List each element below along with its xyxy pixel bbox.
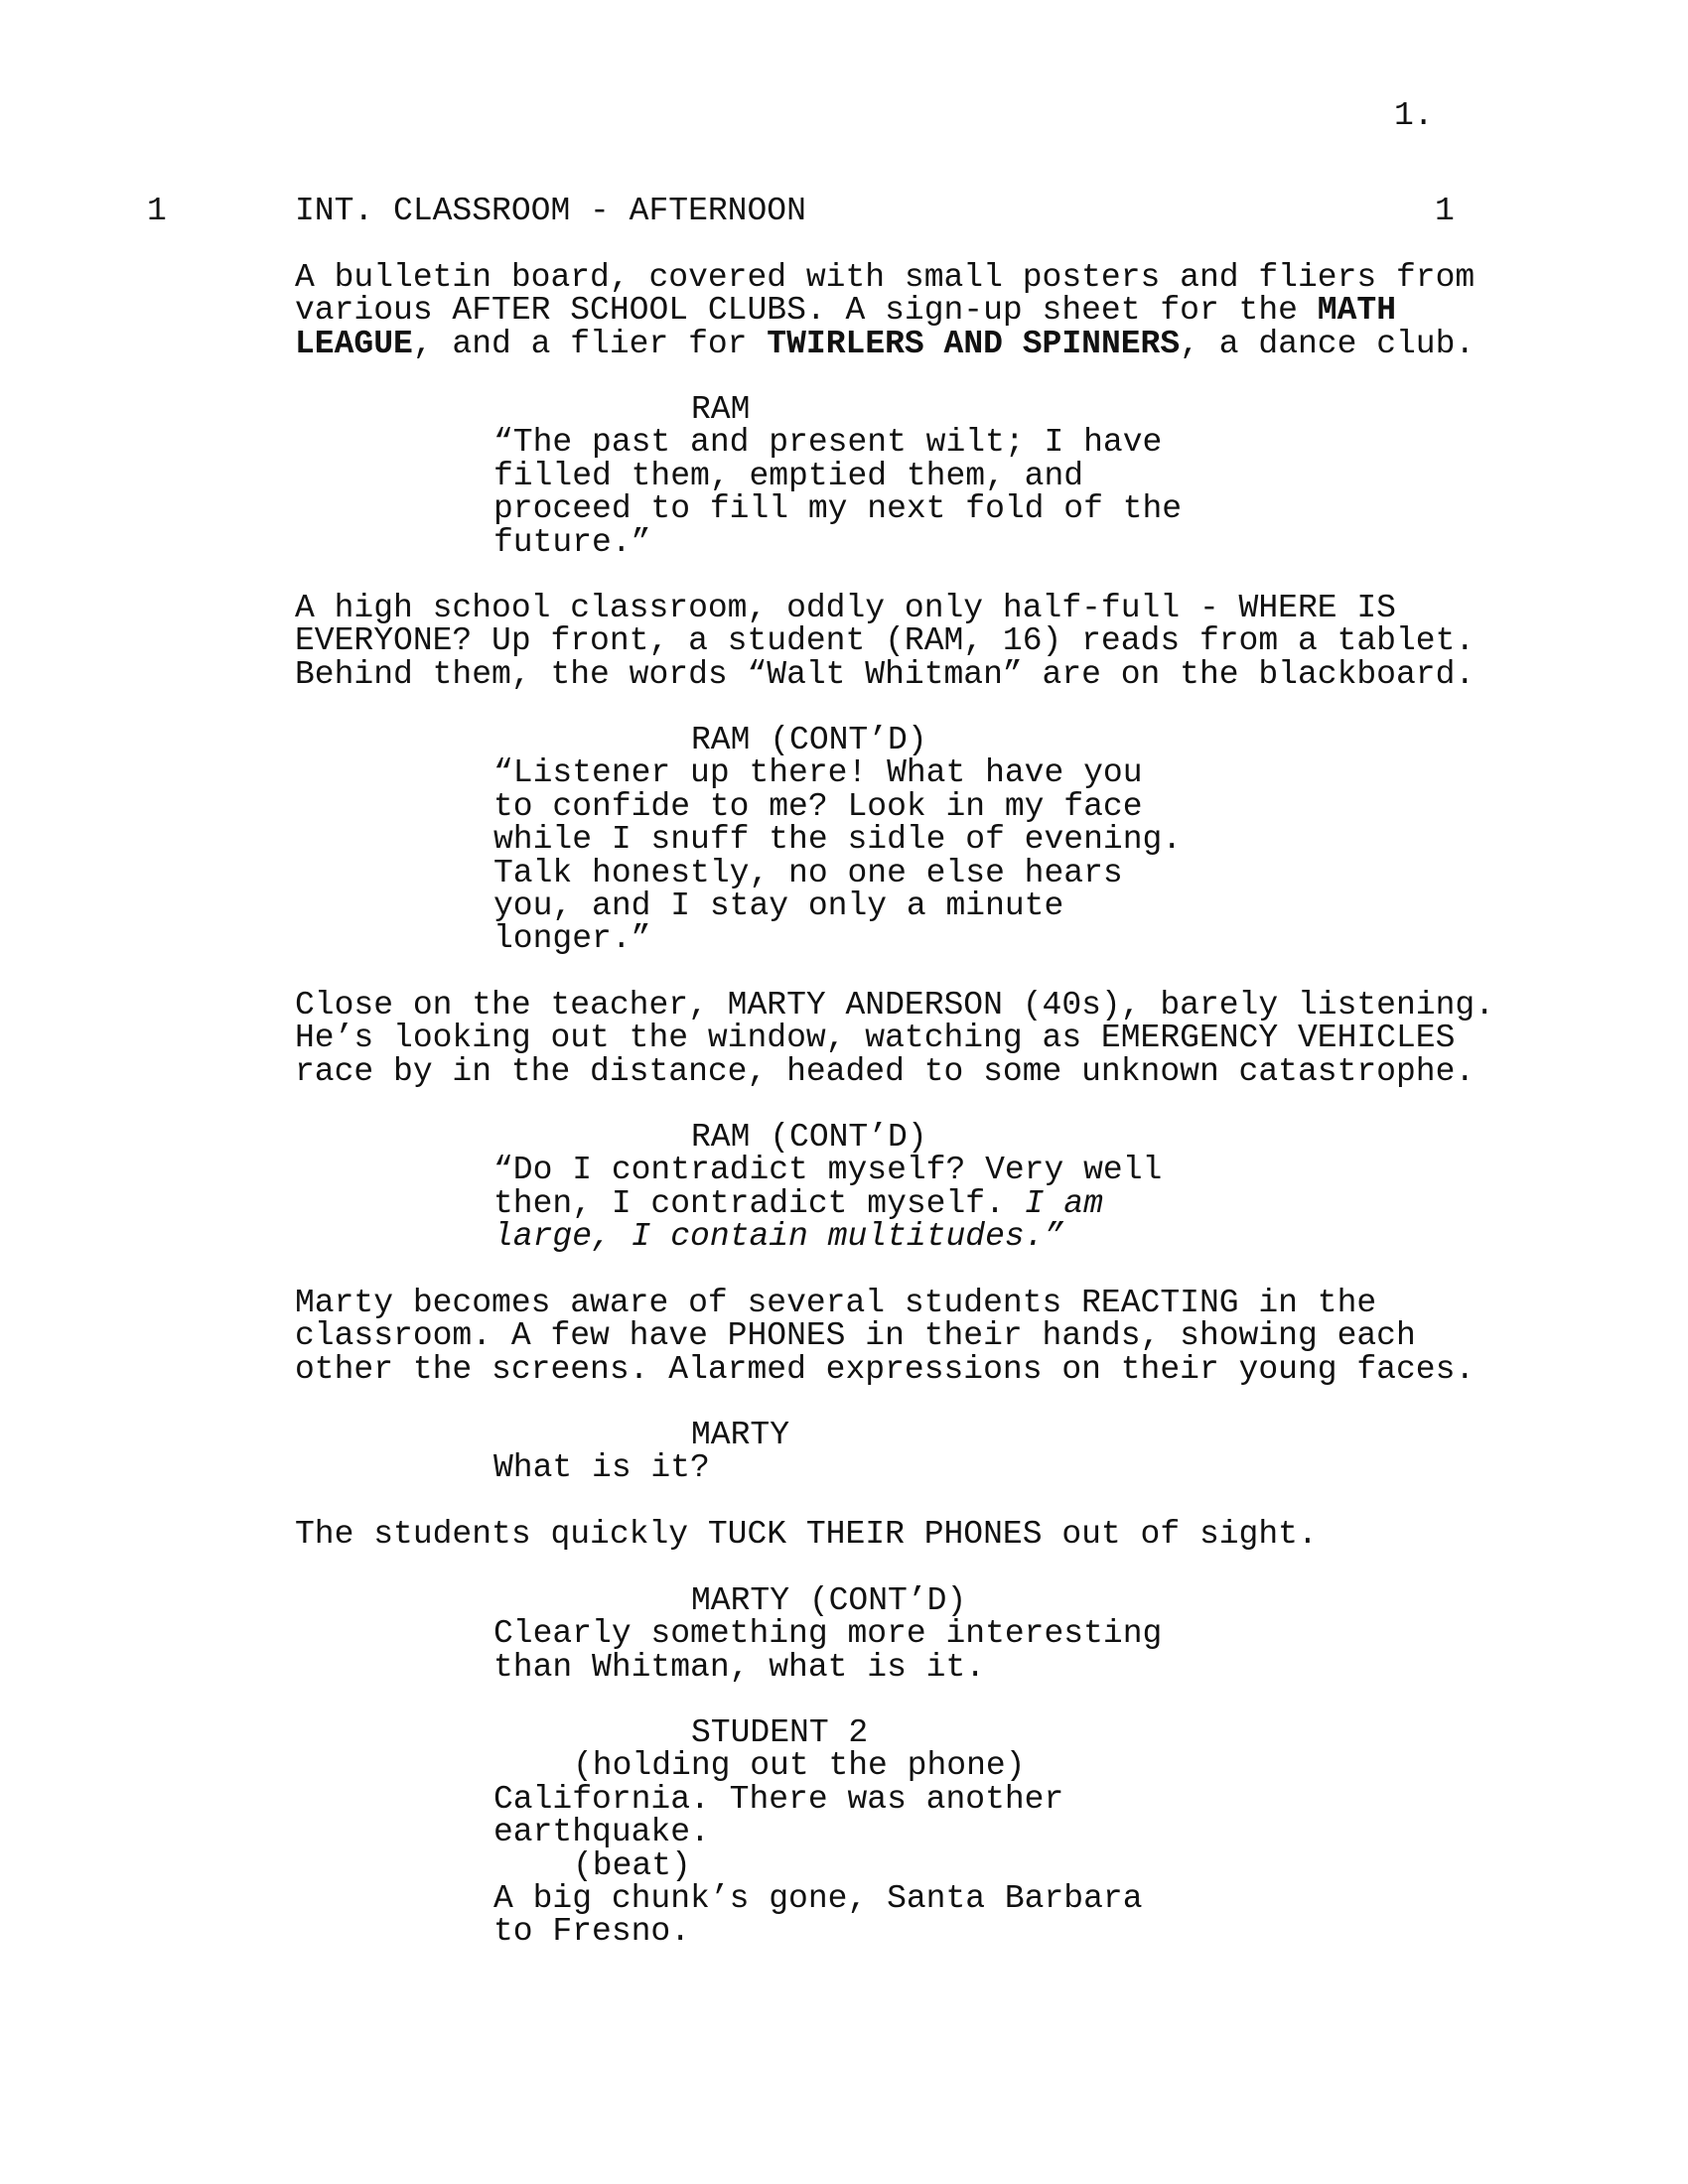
action-text: , and a flier for — [412, 325, 768, 362]
scene-number-left: 1 — [147, 193, 167, 229]
dialogue-line: Talk honestly, no one else hears — [493, 854, 1123, 891]
dialogue-line: than Whitman, what is it. — [493, 1648, 986, 1686]
dialogue-block — [493, 1584, 1208, 1684]
dialogue-line: future.” — [493, 523, 651, 561]
character-name: MARTY (CONT’D) — [691, 1582, 967, 1619]
character-name: STUDENT 2 — [691, 1714, 869, 1751]
emphasis-text: large, I contain multitudes.” — [493, 1218, 1064, 1256]
action-line: A high school classroom, oddly only half-full - WHERE IS — [295, 590, 1396, 626]
character-name: RAM (CONT’D) — [691, 722, 927, 758]
dialogue-text: then, I contradict myself. — [493, 1184, 1025, 1222]
dialogue-line: Clearly something more interesting — [493, 1615, 1163, 1653]
action-line: He’s looking out the window, watching as EMERGENCY VEHICLES — [295, 1020, 1456, 1057]
action-line: A bulletin board, covered with small posters and fliers from — [295, 259, 1476, 296]
dialogue-line: California. There was another — [493, 1780, 1064, 1818]
club-name: MATH — [1317, 292, 1396, 330]
dialogue-block — [493, 1419, 1208, 1485]
parenthetical: (holding out the phone) — [573, 1747, 1026, 1785]
dialogue-line: to Fresno. — [493, 1913, 691, 1951]
dialogue-line: earthquake. — [493, 1814, 710, 1851]
action-block — [295, 1287, 1486, 1386]
scene-number-right: 1 — [1435, 193, 1455, 229]
action-line: race by in the distance, headed to some unknown catastrophe. — [295, 1052, 1476, 1090]
action-line: The students quickly TUCK THEIR PHONES out of sight. — [295, 1516, 1318, 1553]
action-text: various AFTER SCHOOL CLUBS. A sign-up sheet for the — [295, 292, 1318, 330]
dialogue-block — [493, 1716, 1208, 1949]
parenthetical: (beat) — [573, 1846, 691, 1884]
character-name: RAM (CONT’D) — [691, 1119, 927, 1156]
emphasis-text: I am — [1024, 1184, 1103, 1222]
dialogue-line — [493, 1218, 1208, 1256]
dialogue-line: “The past and present wilt; I have — [493, 424, 1163, 462]
dialogue-line: “Do I contradict myself? Very well — [493, 1152, 1163, 1189]
dialogue-line: proceed to fill my next fold of the — [493, 490, 1183, 528]
action-line: Close on the teacher, MARTY ANDERSON (40s), barely listening. — [295, 987, 1494, 1024]
dialogue-line — [493, 1184, 1208, 1222]
dialogue-line: while I snuff the sidle of evening. — [493, 821, 1183, 859]
dialogue-block — [493, 1121, 1208, 1254]
action-line: classroom. A few have PHONES in their hands, showing each — [295, 1317, 1416, 1355]
dialogue-line: longer.” — [493, 920, 651, 958]
page-number: 1. — [1394, 97, 1434, 134]
action-line: Behind them, the words “Walt Whitman” are on the blackboard. — [295, 655, 1476, 693]
action-text: , a dance club. — [1180, 325, 1476, 362]
action-block — [295, 261, 1486, 360]
action-block — [295, 987, 1494, 1090]
dialogue-line: you, and I stay only a minute — [493, 887, 1064, 925]
dialogue-line: filled them, emptied them, and — [493, 457, 1084, 494]
dialogue-line: to confide to me? Look in my face — [493, 787, 1143, 825]
action-line: EVERYONE? Up front, a student (RAM, 16) reads from a tablet. — [295, 622, 1476, 660]
dialogue-line: “Listener up there! What have you — [493, 754, 1143, 792]
action-block — [295, 592, 1486, 691]
action-line — [295, 325, 1486, 362]
dialogue-line: What is it? — [493, 1449, 710, 1487]
club-name: LEAGUE — [295, 325, 413, 362]
character-name: RAM — [691, 391, 751, 428]
action-line — [295, 292, 1486, 330]
action-block — [295, 1518, 1486, 1551]
action-line: other the screens. Alarmed expressions on their young faces. — [295, 1350, 1476, 1388]
character-name: MARTY — [691, 1417, 790, 1453]
action-line: Marty becomes aware of several students REACTING in the — [295, 1285, 1377, 1321]
dialogue-block — [493, 393, 1208, 559]
club-name: TWIRLERS AND SPINNERS — [767, 325, 1181, 362]
dialogue-block — [493, 724, 1208, 956]
dialogue-line: A big chunk’s gone, Santa Barbara — [493, 1880, 1143, 1918]
scene-heading: INT. CLASSROOM - AFTERNOON — [295, 193, 806, 229]
